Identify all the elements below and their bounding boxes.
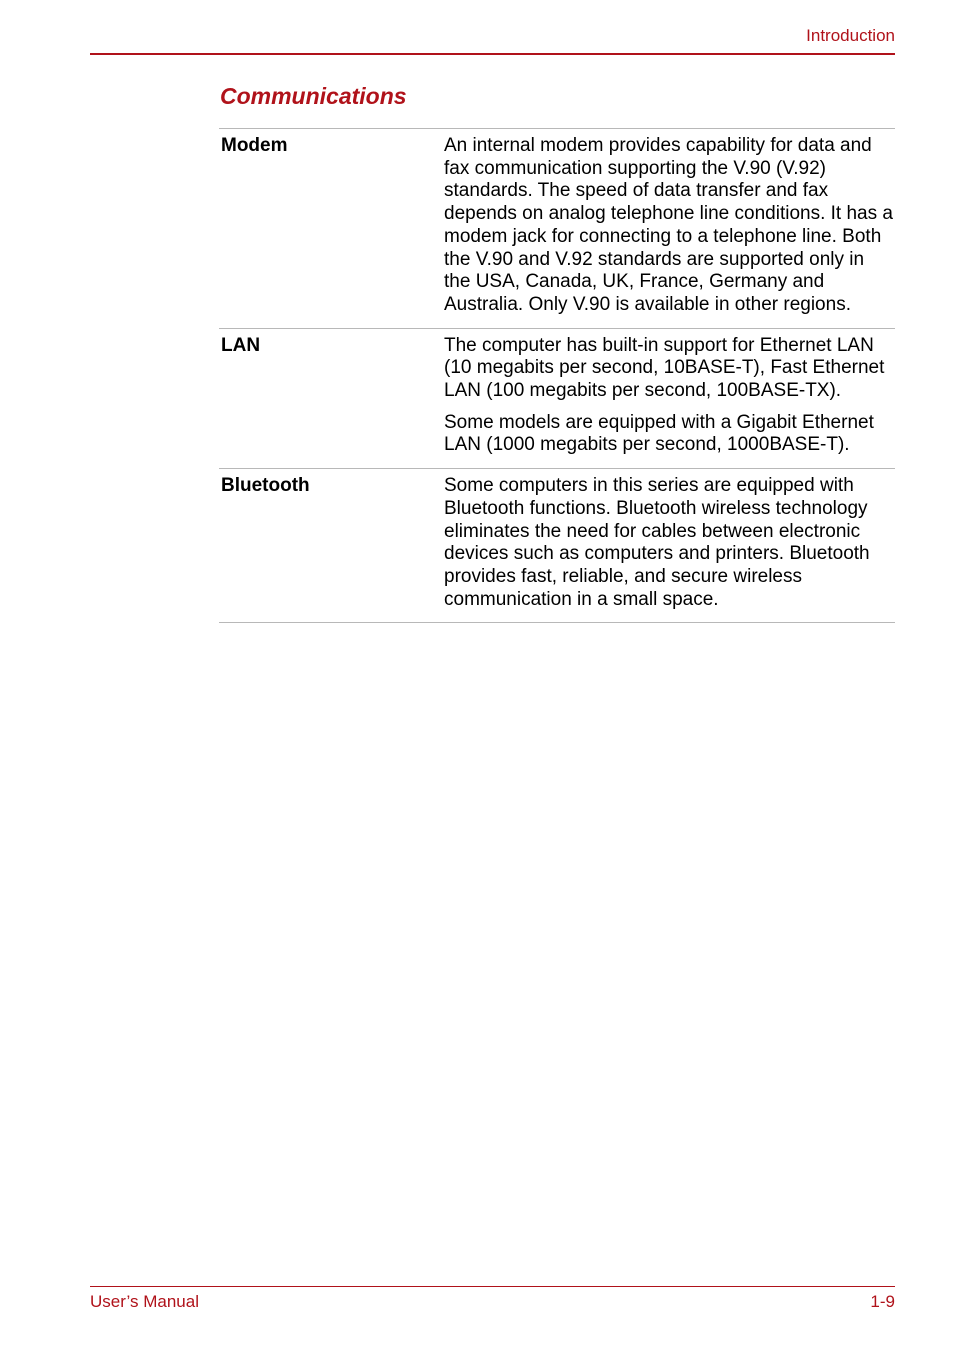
page-number: 1-9	[870, 1292, 895, 1311]
header-divider	[90, 53, 895, 55]
description-paragraph: Some computers in this series are equipped with Bluetooth functions. Bluetooth wireless technology eliminates the need for cables between electronic devices such as computers and printers. Bluetooth provides fast, reliable, and secure wireless communication in a small space.	[444, 475, 870, 610]
description-lan	[444, 328, 895, 469]
description-modem	[444, 129, 895, 329]
section-title: Communications	[220, 83, 407, 109]
table-row-bluetooth	[219, 469, 895, 623]
table-row-modem	[219, 129, 895, 329]
description-paragraph: Some models are equipped with a Gigabit Ethernet LAN (1000 megabits per second, 1000BASE-T).	[444, 411, 874, 456]
footer-divider	[90, 1286, 895, 1287]
term-modem: Modem	[221, 135, 288, 156]
term-lan: LAN	[221, 334, 261, 356]
running-header-section: Introduction	[806, 26, 895, 45]
term-bluetooth: Bluetooth	[221, 475, 310, 497]
description-bluetooth	[444, 469, 895, 623]
description-paragraph: An internal modem provides capability for data and fax communication supporting the V.90 (V.92) standards. The speed of data transfer and fax depends on analog telephone line conditions. It has a modem jack for connecting to a telephone line. Both the V.90 and V.92 standards are supported only in the USA, Canada, UK, France, Germany and Australia. Only V.90 is available in other regions.	[444, 135, 893, 315]
spec-table-body	[219, 129, 895, 623]
footer-manual-title: User’s Manual	[90, 1292, 199, 1311]
spec-table	[219, 128, 895, 623]
description-paragraph: The computer has built-in support for Ethernet LAN (10 megabits per second, 10BASE-T), Fast Ethernet LAN (100 megabits per second, 100BASE-TX).	[444, 334, 885, 402]
table-row-lan	[219, 328, 895, 469]
